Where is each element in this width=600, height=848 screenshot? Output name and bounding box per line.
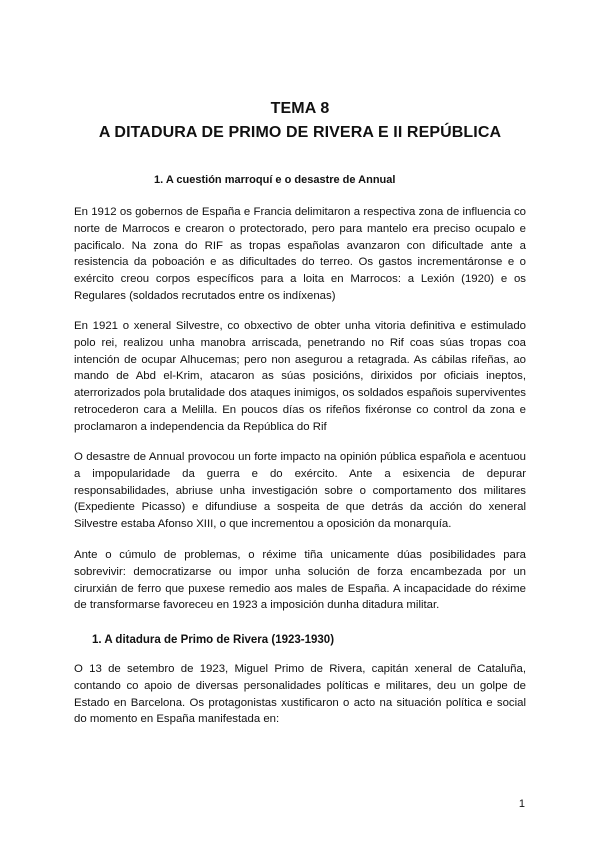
paragraph-2: En 1921 o xeneral Silvestre, co obxectivo de obter unha vitoria definitiva e estimulado polo rei, realizou unha manobra arriscada, penetrando no Rif coas súas tropas coa intención de ocupar Alhucemas; pero non asegurou a retagrada. As cábilas rifeñas, ao mando de Abd el-Krim, atacaron as súas posicións, dirixidos por oficiais ineptos, aterrorizados pola brutalidade dos ataques inimigos, os soldados españois superviventes retrocederon cara a Melilla. En poucos días os rifeños fixéronse co control da zona e proclamaron a independencia da República do Rif <box>74 320 526 433</box>
section-heading-primo-de-rivera: 1. A ditadura de Primo de Rivera (1923-1930) <box>92 634 335 646</box>
paragraph-1: En 1912 os gobernos de España e Francia delimitaron a respectiva zona de influencia co norte de Marrocos e crearon o protectorado, pero para mantelo era preciso ocupalo e pacificalo. Na zona do RIF as tropas españolas avanzaron con dificultade ante a resistencia da poboación e as dificultades do terreo. Os gastos incrementáronse e o exército creou corpos específicos para a loita en Marrocos: a Lexión (1920) e os Regulares (soldados recrutados entre os indíxenas) <box>74 206 526 302</box>
document-title-line1: TEMA 8 <box>270 100 330 117</box>
paragraph-5: O 13 de setembro de 1923, Miguel Primo de Rivera, capitán xeneral de Cataluña, contando co apoio de diversas personalidades políticas e militares, deu un golpe de Estado en Barcelona. Os protagonistas xustificaron o acto na situación política e social do momento en España manifestada en: <box>74 663 526 726</box>
paragraph-3: O desastre de Annual provocou un forte impacto na opinión pública española e acentuou a impopularidade da guerra e do exército. Ante a esixencia de depurar responsabilidades, abriuse unha investigación sobre o comportamento dos militares (Expediente Picasso) e difundiuse a sospeita de que detrás da acción do xeneral Silvestre estaba Afonso XIII, o que incrementou a oposición da monarquía. <box>74 451 526 531</box>
paragraph-4: Ante o cúmulo de problemas, o réxime tiña unicamente dúas posibilidades para sobrevivir: democratizarse ou impor unha solución de forza encambezada por un cirurxián de ferro que puxese remedio aos males de España. A incapacidade do réxime de transformarse favoreceu en 1923 a imposición dunha ditadura militar. <box>74 549 526 612</box>
page-number: 1 <box>518 798 525 810</box>
section-heading-annual: 1. A cuestión marroquí e o desastre de Annual <box>154 174 396 186</box>
document-title-line2: A DITADURA DE PRIMO DE RIVERA E II REPÚBLICA <box>98 124 502 141</box>
